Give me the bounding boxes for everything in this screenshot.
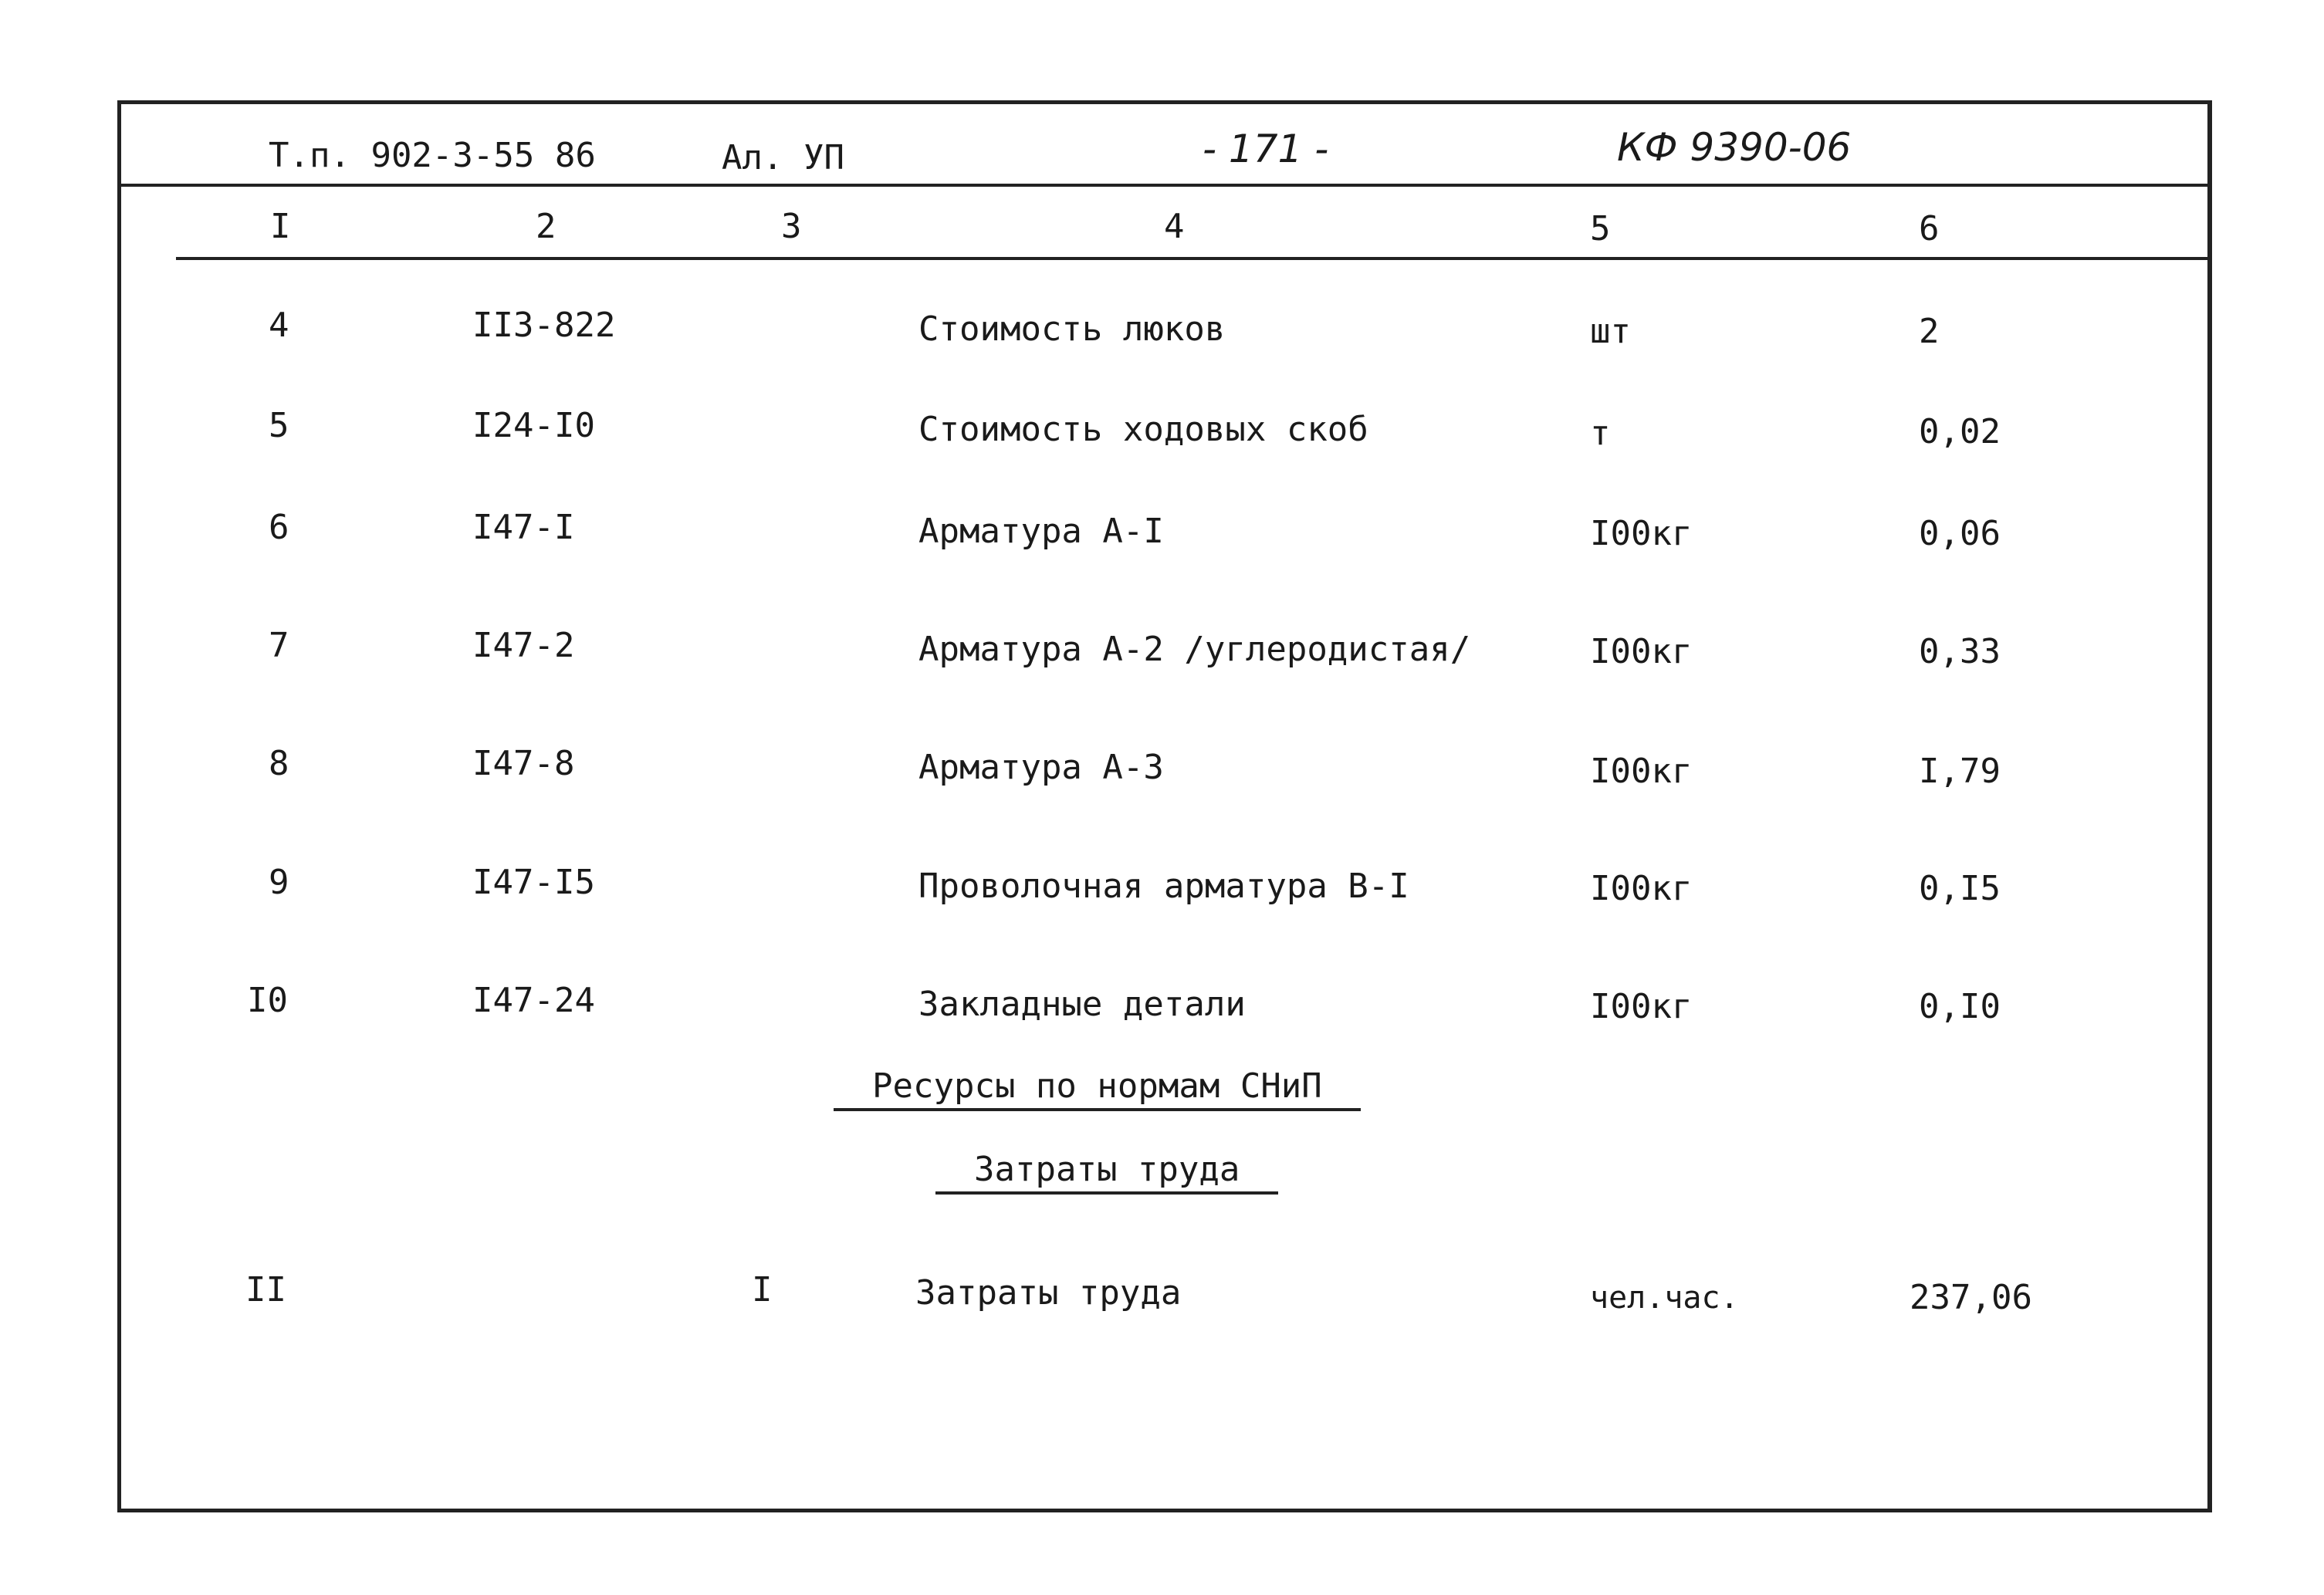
row-unit: I00кг <box>1590 632 1693 671</box>
row-code: I47-I <box>472 508 575 547</box>
document-code: КФ 9390-06 <box>1617 125 1852 170</box>
row-unit: I00кг <box>1590 987 1693 1026</box>
row-quantity: I,79 <box>1919 752 2001 791</box>
page-number: - 171 - <box>1203 127 1329 171</box>
project-number: Т.п. 902-3-55 86 <box>269 136 596 175</box>
column-number-6: 6 <box>1919 209 1940 248</box>
row-quantity: 0,02 <box>1919 412 2001 451</box>
row-name: Затраты труда <box>915 1273 1182 1313</box>
row-code: I47-8 <box>472 744 575 783</box>
section-title: Ресурсы по нормам СНиП <box>834 1070 1361 1111</box>
column-number-5: 5 <box>1590 209 1611 248</box>
row-name: Стоимость люков <box>918 309 1226 349</box>
row-name: Стоимость ходовых скоб <box>918 410 1368 449</box>
row-unit: I00кг <box>1590 869 1693 908</box>
row-code: I47-2 <box>472 626 575 665</box>
row-number: 9 <box>269 863 289 902</box>
row-code: I47-I5 <box>472 863 595 902</box>
row-name: Проволочная арматура В-I <box>918 867 1409 906</box>
row-unit: чел.час. <box>1590 1280 1739 1316</box>
row-number: 5 <box>269 406 289 445</box>
row-quantity: 237,06 <box>1910 1278 2032 1317</box>
column-number-4: 4 <box>1164 207 1185 246</box>
row-quantity: 0,I0 <box>1919 987 2001 1026</box>
row-quantity: 0,06 <box>1919 514 2001 553</box>
row-quantity: 0,I5 <box>1919 869 2001 908</box>
row-quantity: 0,33 <box>1919 632 2001 671</box>
row-unit: т <box>1590 414 1611 453</box>
album-number: Ал. УП <box>722 138 844 177</box>
row-number: 4 <box>269 306 289 345</box>
row-code: I24-I0 <box>472 406 595 445</box>
header-divider <box>117 184 2212 187</box>
column-number-2: 2 <box>536 207 556 246</box>
row-unit: шт <box>1590 312 1631 351</box>
row-unit: I00кг <box>1590 752 1693 791</box>
row-number: II <box>245 1270 286 1309</box>
subsection-title: Затраты труда <box>935 1153 1278 1195</box>
row-code: I47-24 <box>472 981 595 1020</box>
row-number: 7 <box>269 626 289 665</box>
row-quantity: 2 <box>1919 312 1940 351</box>
row-name: Арматура А-3 <box>918 748 1164 787</box>
column-number-1: I <box>270 207 291 246</box>
row-number: 6 <box>269 508 289 547</box>
row-reference: I <box>752 1270 773 1309</box>
column-header-divider <box>176 257 2212 260</box>
row-name: Закладные детали <box>918 985 1246 1024</box>
row-name: Арматура А-I <box>918 512 1164 551</box>
column-number-3: 3 <box>781 207 802 246</box>
row-number: I0 <box>247 981 288 1020</box>
row-code: II3-822 <box>472 306 616 345</box>
row-number: 8 <box>269 744 289 783</box>
row-unit: I00кг <box>1590 514 1693 553</box>
row-name: Арматура А-2 /углеродистая/ <box>918 630 1471 669</box>
